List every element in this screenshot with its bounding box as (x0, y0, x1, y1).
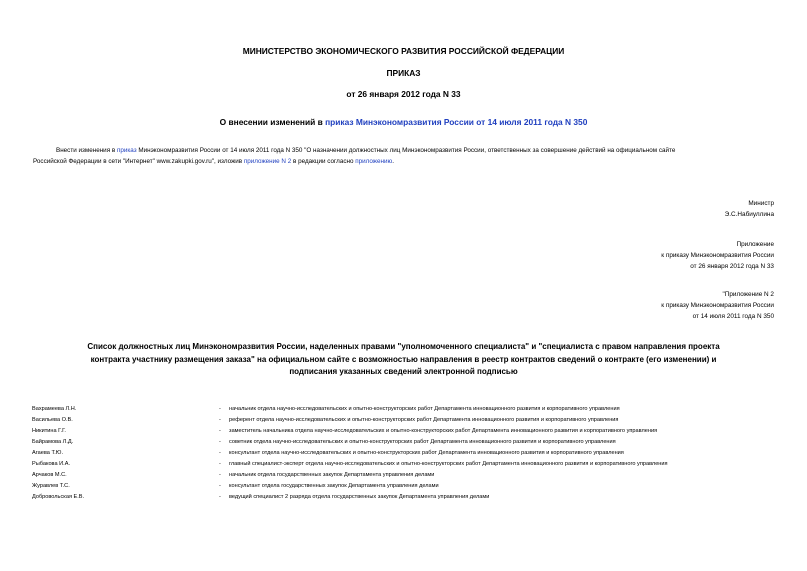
list-title-line: Список должностных лиц Минэкономразвития России, наделенных правами "уполномоченного специалиста" и "специалиста с правом направления проекта (87, 342, 720, 351)
staff-position: ведущий специалист 2 разряда отдела государственных закупок Департамента управления делами (229, 494, 490, 500)
staff-position: начальник отдела государственных закупок Департамента управления делами (229, 472, 435, 478)
body-text-segment: . (392, 158, 394, 165)
staff-name: Никитина Г.Г. (32, 428, 66, 434)
staff-row (0, 439, 807, 450)
order-title (0, 117, 807, 127)
staff-position: советник отдела научно-исследовательских и опытно-конструкторских работ Департамента инновационного развития и корпоративного управления (229, 439, 616, 445)
staff-dash: - (219, 483, 221, 489)
staff-name: Арчаков М.С. (32, 472, 67, 478)
body-text-segment: Минэкономразвития России от 14 июля 2011 года N 350 "О назначении должностных лиц Минэкономразвития России, ответственных за совершение действий на официальном сайте (136, 147, 676, 154)
staff-row (0, 483, 807, 494)
body-text-segment: в редакции согласно (291, 158, 356, 165)
signature-name: Э.С.Набиуллина (724, 211, 774, 218)
staff-row (0, 494, 807, 505)
appendix-line: к приказу Минэкономразвития России (661, 252, 774, 259)
appendix2-line: к приказу Минэкономразвития России (661, 302, 774, 309)
doc-type: ПРИКАЗ (386, 68, 421, 78)
staff-position: консультант отдела государственных закупок Департамента управления делами (229, 483, 439, 489)
order-link[interactable]: приказ (116, 147, 137, 154)
staff-dash: - (219, 439, 221, 445)
body-text-segment: Внести изменения в (56, 147, 117, 154)
ministry-title: МИНИСТЕРСТВО ЭКОНОМИЧЕСКОГО РАЗВИТИЯ РОССИЙСКОЙ ФЕДЕРАЦИИ (242, 46, 565, 56)
appendix2-line: "Приложение N 2 (722, 291, 774, 298)
staff-row (0, 406, 807, 417)
list-title-line: контракта участнику размещения заказа" на официальном сайте с возможностью направления в реестр контрактов сведений о контракте (его изменении) и (90, 354, 717, 364)
staff-name: Вахрамеева Л.Н. (32, 406, 77, 412)
staff-row (0, 461, 807, 472)
doc-date-number: от 26 января 2012 года N 33 (346, 89, 461, 99)
staff-dash: - (219, 417, 221, 423)
signature-position: Министр (748, 200, 774, 207)
list-title (0, 341, 807, 379)
appendix-line: Приложение (736, 241, 774, 248)
appendix-link[interactable]: приложению (355, 158, 393, 165)
staff-name: Рыбакова И.А. (32, 461, 70, 467)
list-title-line: подписания указанных сведений электронной подписью (289, 367, 518, 376)
staff-row (0, 428, 807, 439)
staff-dash: - (219, 461, 221, 467)
appendix-line: от 26 января 2012 года N 33 (690, 263, 774, 270)
staff-position: заместитель начальника отдела научно-исследовательских и опытно-конструкторских работ Департамента инновационного развития и корпоративного управления (229, 428, 658, 434)
staff-dash: - (219, 428, 221, 434)
staff-dash: - (219, 494, 221, 500)
staff-dash: - (219, 472, 221, 478)
staff-name: Добровольская Е.В. (32, 494, 85, 500)
appendix-2-link[interactable]: приложение N 2 (243, 158, 292, 165)
body-line-1 (56, 145, 675, 156)
staff-dash: - (219, 406, 221, 412)
staff-dash: - (219, 450, 221, 456)
staff-position: консультант отдела научно-исследовательских и опытно-конструкторских работ Департамента инновационного развития и корпоративного управления (229, 450, 624, 456)
staff-position: референт отдела научно-исследовательских и опытно-конструкторских работ Департамента инновационного развития и корпоративного управления (229, 417, 619, 423)
appendix2-line: от 14 июля 2011 года N 350 (692, 313, 774, 320)
staff-name: Байрамова Л.Д. (32, 439, 74, 445)
staff-position: начальник отдела научно-исследовательских и опытно-конструкторских работ Департамента инновационного развития и корпоративного управления (229, 406, 620, 412)
staff-position: главный специалист-эксперт отдела научно-исследовательских и опытно-конструкторских работ Департамента инновационного развития и корпоративного управления (229, 461, 668, 467)
body-line-2 (33, 156, 394, 167)
order-title-link[interactable]: приказ Минэкономразвития России от 14 июля 2011 года N 350 (325, 117, 588, 127)
order-title-prefix: О внесении изменений в (219, 117, 326, 127)
staff-row (0, 417, 807, 428)
staff-name: Васильева О.В. (32, 417, 73, 423)
staff-name: Журавлев Т.С. (32, 483, 70, 489)
staff-name: Агаева Т.Ю. (32, 450, 63, 456)
staff-row (0, 472, 807, 483)
staff-row (0, 450, 807, 461)
body-text-segment: Российской Федерации в сети "Интернет" www.zakupki.gov.ru", изложив (33, 158, 244, 165)
